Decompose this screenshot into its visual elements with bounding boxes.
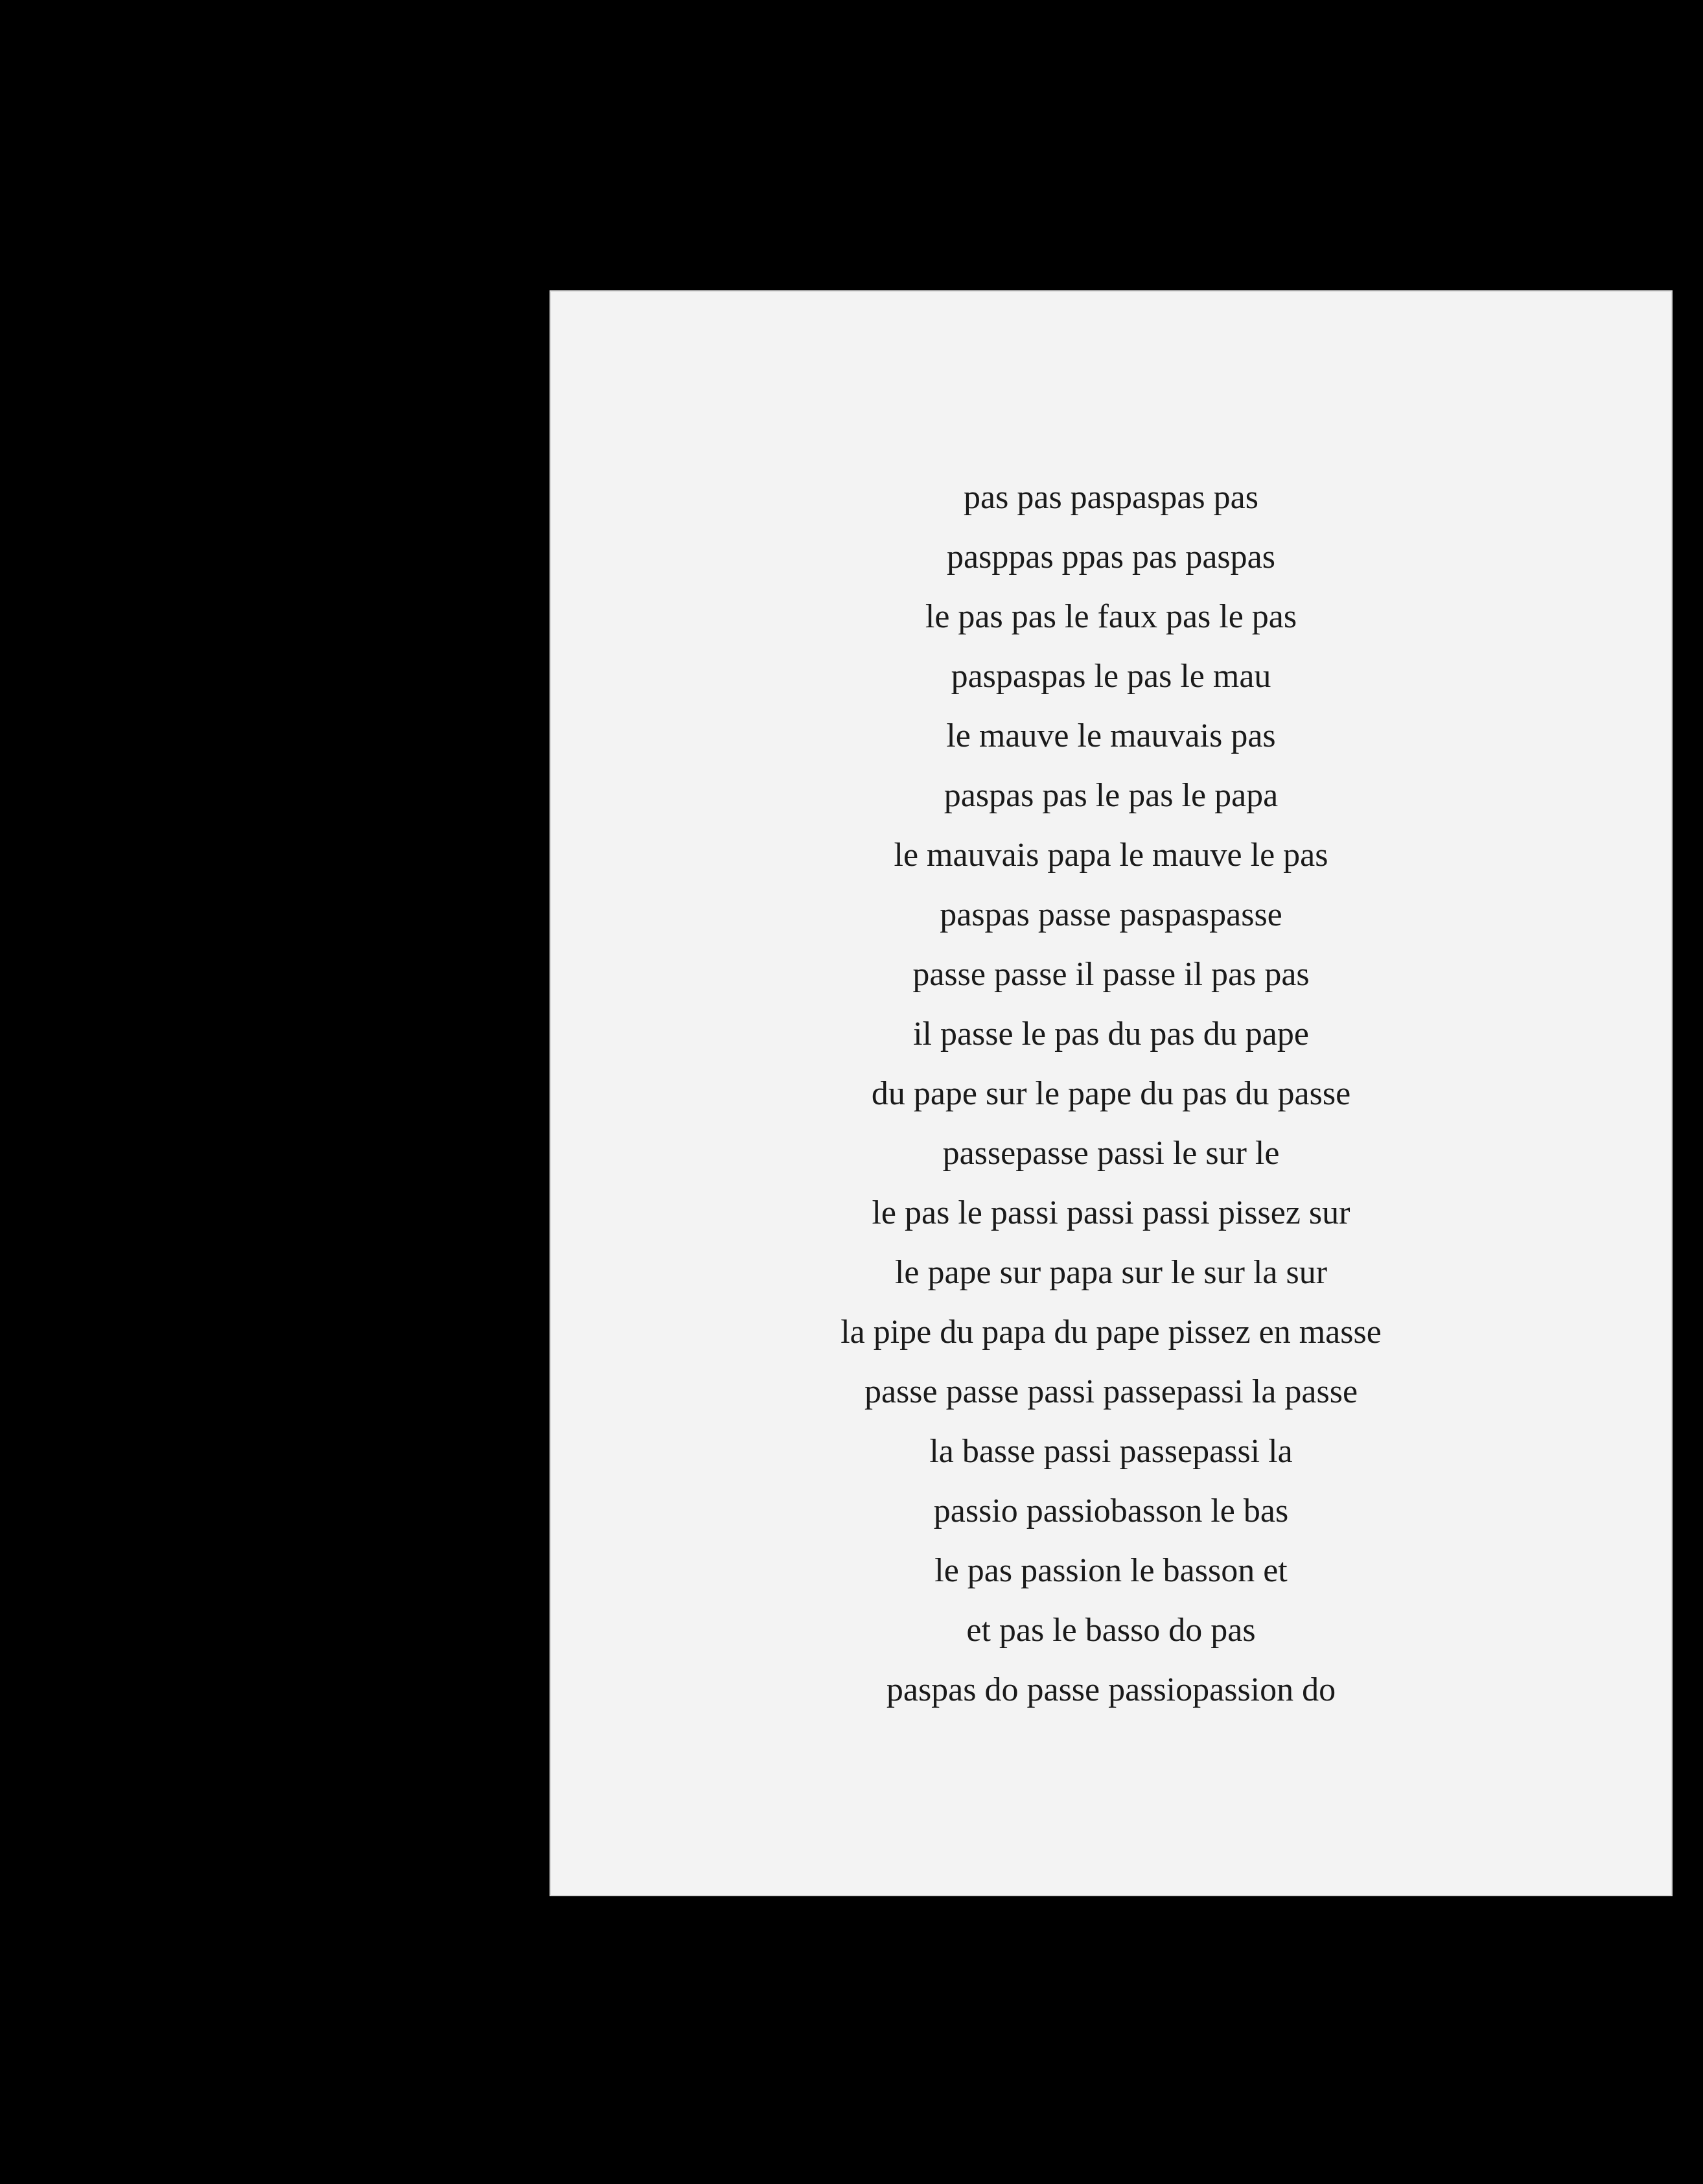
poem-line: passio passiobasson le bas xyxy=(933,1493,1289,1529)
poem-line: passe passe passi passepassi la passe xyxy=(864,1373,1358,1410)
poem-line: paspas pas le pas le papa xyxy=(944,777,1279,814)
poem-line: paspas do passe passiopassion do xyxy=(886,1671,1336,1708)
poem-line: le pas pas le faux pas le pas xyxy=(925,598,1297,635)
poem-line: le mauvais papa le mauve le pas xyxy=(894,837,1328,874)
poem-line: la pipe du papa du pape pissez en masse xyxy=(840,1314,1382,1351)
poem-line: paspaspas le pas le mau xyxy=(951,658,1271,695)
poem-line: paspas passe paspaspasse xyxy=(940,896,1282,933)
poem-line: passe passe il passe il pas pas xyxy=(912,956,1310,993)
poem xyxy=(551,468,1671,1720)
poem-line: le mauve le mauvais pas xyxy=(946,717,1276,754)
poem-line: et pas le basso do pas xyxy=(966,1612,1256,1649)
poem-line: la basse passi passepassi la xyxy=(929,1433,1293,1470)
poem-line: il passe le pas du pas du pape xyxy=(913,1016,1309,1052)
paper-page xyxy=(550,290,1673,1896)
poem-line: passepasse passi le sur le xyxy=(942,1135,1280,1172)
poem-line: pas pas paspaspas pas xyxy=(964,479,1258,516)
poem-line: du pape sur le pape du pas du passe xyxy=(871,1075,1351,1112)
poem-line: le pas passion le basson et xyxy=(934,1552,1288,1589)
poem-line: pasppas ppas pas paspas xyxy=(947,539,1275,575)
poem-line: le pape sur papa sur le sur la sur xyxy=(894,1254,1328,1291)
poem-line: le pas le passi passi passi pissez sur xyxy=(872,1194,1350,1231)
